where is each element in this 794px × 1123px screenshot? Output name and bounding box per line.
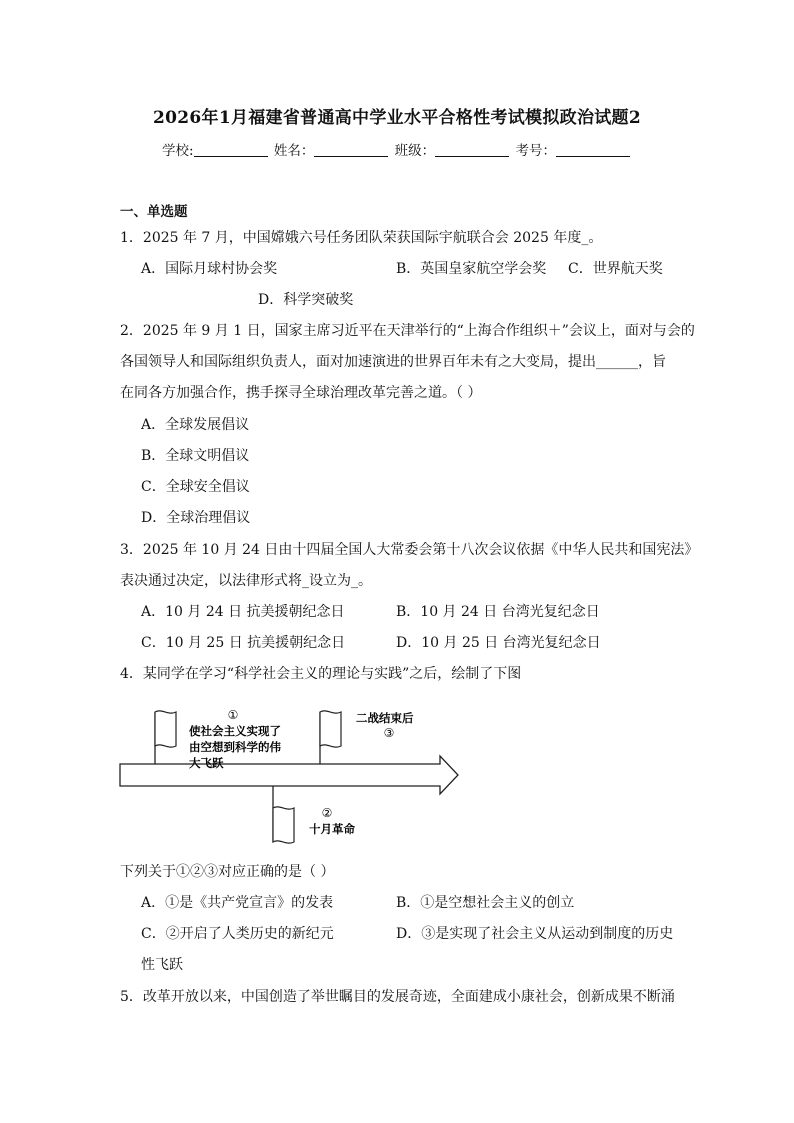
flag1-text-line1: 使社会主义实现了 [189, 724, 281, 738]
q3-option-a[interactable]: A．10 月 24 日 抗美援朝纪念日 [141, 604, 345, 620]
q4-option-d-cont: 性飞跃 [141, 957, 183, 973]
q2-option-b[interactable]: B．全球文明倡议 [141, 448, 250, 464]
q3-option-c[interactable]: C．10 月 25 日 抗美援朝纪念日 [141, 635, 346, 651]
q4-stem: 4．某同学在学习“科学社会主义的理论与实践”之后，绘制了下图 [120, 666, 522, 682]
flag1-text-line3: 大飞跃 [189, 756, 224, 770]
name-label: 姓名： [273, 143, 315, 159]
q4-option-b[interactable]: B．①是空想社会主义的创立 [396, 895, 575, 911]
timeline-arrow [120, 756, 458, 794]
q2-stem-line2: 各国领导人和国际组织负责人，面对加速演进的世界百年未有之大变局，提出______，旨 [120, 354, 666, 370]
flag1-text-line2: 由空想到科学的伟 [189, 740, 281, 754]
flag-3-after-ww2 [320, 711, 341, 764]
q1-option-b[interactable]: B．英国皇家航空学会奖 [396, 261, 547, 277]
flag-2-october-revolution [273, 786, 294, 843]
q4-option-d[interactable]: D．③是实现了社会主义从运动到制度的历史 [396, 926, 674, 942]
exam-no-label: 考号： [515, 143, 556, 159]
q2-stem-line1: 2．2025 年 9 月 1 日，国家主席习近平在天津举行的“上海合作组织＋”会议上，面对与会的 [120, 323, 695, 339]
school-blank[interactable] [194, 142, 268, 157]
q4-option-c[interactable]: C．②开启了人类历史的新纪元 [141, 926, 334, 942]
class-label: 班级： [394, 143, 436, 159]
q3-stem-line2: 表决通过决定，以法律形式将_设立为_。 [120, 573, 372, 589]
flag2-number: ② [321, 806, 333, 820]
q5-stem-line1: 5．改革开放以来，中国创造了举世瞩目的发展奇迹，全面建成小康社会，创新成果不断涌 [120, 989, 675, 1005]
q2-option-a[interactable]: A．全球发展倡议 [141, 417, 250, 433]
flag2-label: 十月革命 [309, 822, 355, 836]
q3-option-d[interactable]: D．10 月 25 日 台湾光复纪念日 [396, 635, 601, 651]
q1-option-d[interactable]: D．科学突破奖 [258, 292, 354, 308]
timeline-diagram [0, 700, 794, 860]
q3-stem-line1: 3．2025 年 10 月 24 日由十四届全国人大常委会第十八次会议依据《中华人民共和国宪法》 [120, 542, 699, 558]
flag3-label: 二战结束后 [356, 711, 414, 725]
q4-option-a[interactable]: A．①是《共产党宣言》的发表 [141, 895, 334, 911]
flag1-number: ① [227, 708, 239, 722]
school-label: 学校: [162, 143, 194, 159]
q2-option-c[interactable]: C．全球安全倡议 [141, 479, 250, 495]
flag-1 [155, 711, 176, 764]
student-info-line [0, 139, 794, 159]
q1-option-a[interactable]: A．国际月球村协会奖 [141, 261, 278, 277]
page-title: 2026年1月福建省普通高中学业水平合格性考试模拟政治试题2 [153, 108, 641, 128]
q4-question: 下列关于①②③对应正确的是（ ） [120, 864, 335, 880]
q1-option-c[interactable]: C．世界航天奖 [568, 261, 663, 277]
q2-option-d[interactable]: D．全球治理倡议 [141, 510, 251, 526]
q3-option-b[interactable]: B．10 月 24 日 台湾光复纪念日 [396, 604, 600, 620]
name-blank[interactable] [314, 142, 388, 157]
section-heading: 一、单选题 [120, 204, 188, 220]
q2-stem-line3: 在同各方加强合作，携手探寻全球治理改革完善之道。（ ） [120, 385, 482, 401]
q1-stem: 1．2025 年 7 月，中国嫦娥六号任务团队荣获国际宇航联合会 2025 年度_。 [120, 230, 603, 246]
flag3-number: ③ [383, 726, 395, 740]
class-blank[interactable] [435, 142, 509, 157]
exam-no-blank[interactable] [556, 142, 630, 157]
